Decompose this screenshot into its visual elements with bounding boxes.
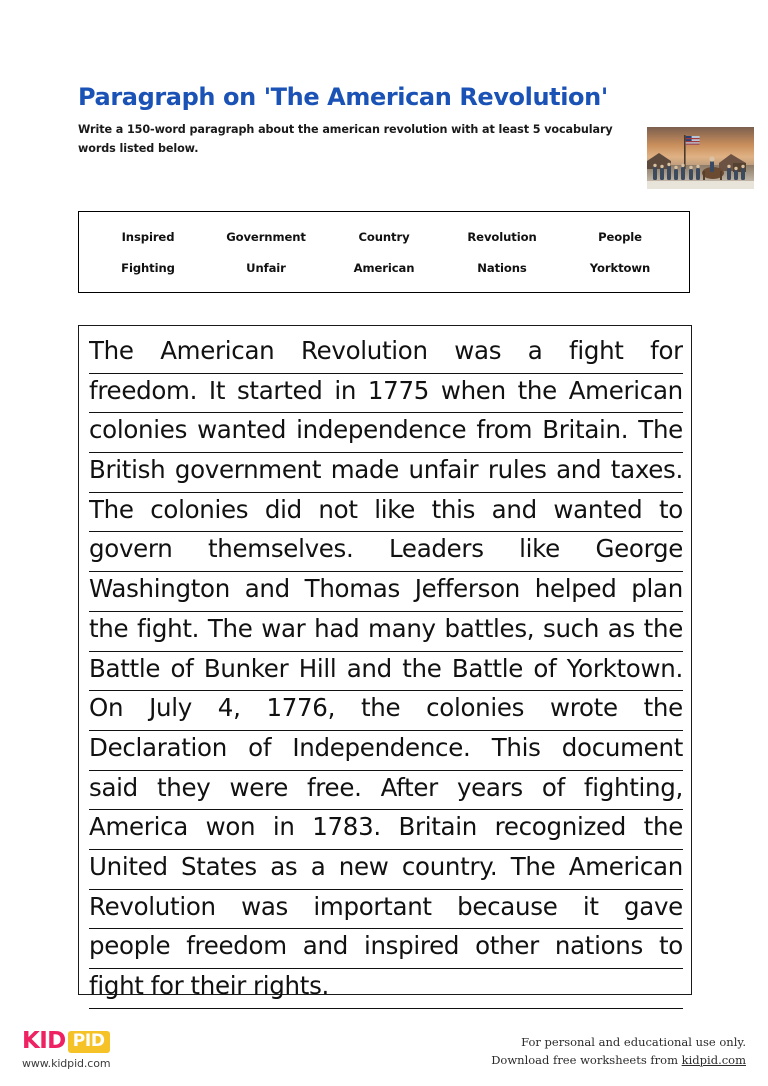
answer-word: was	[454, 336, 502, 365]
answer-word: States	[181, 851, 257, 881]
answer-word: like	[519, 534, 560, 564]
answer-word: Washington	[89, 574, 230, 604]
answer-word: helped	[534, 574, 617, 604]
footer-note-line-2	[491, 1052, 746, 1070]
answer-word: they	[156, 772, 211, 802]
answer-word: fight.	[137, 613, 200, 643]
answer-word: Independence.	[292, 732, 471, 762]
answer-word: inspired	[363, 931, 460, 961]
answer-word: the	[643, 613, 683, 643]
answer-word: as	[607, 613, 635, 643]
answer-word: Yorktown.	[566, 653, 683, 683]
answer-word: from	[476, 415, 533, 445]
answer-word: free.	[306, 772, 362, 802]
answer-word: years	[456, 772, 523, 802]
answer-word: for	[150, 971, 184, 1000]
answer-word: government	[174, 455, 322, 485]
vocabulary-word: Inspired	[121, 229, 175, 244]
vocabulary-word-box	[78, 211, 690, 293]
answer-word: After	[380, 772, 438, 802]
answer-word: new	[338, 851, 389, 881]
answer-word: fight	[89, 971, 144, 1000]
answer-word: because	[457, 891, 558, 921]
kidpid-logo	[22, 1030, 152, 1070]
answer-word: to	[659, 494, 683, 524]
answer-word: in	[334, 375, 357, 405]
answer-word: this	[431, 494, 476, 524]
answer-word: themselves.	[207, 534, 354, 564]
answer-word: the	[643, 693, 683, 723]
answer-word: such	[542, 613, 600, 643]
answer-word: 4,	[217, 693, 241, 723]
answer-word: This	[491, 732, 541, 762]
answer-word: America	[89, 812, 188, 842]
answer-word: Britain.	[542, 415, 629, 445]
answer-word: said	[89, 772, 138, 802]
answer-word: Revolution	[300, 336, 428, 365]
answer-word: and	[302, 931, 348, 961]
answer-word: recognized	[494, 812, 627, 842]
answer-word: 1783.	[312, 812, 381, 842]
answer-line	[89, 453, 683, 493]
logo-pid-badge: PID	[68, 1031, 110, 1053]
page-title: Paragraph on 'The American Revolution'	[78, 83, 608, 111]
answer-word: as	[270, 851, 298, 881]
footer-usage-note	[491, 1034, 746, 1070]
instructions-text: Write a 150-word paragraph about the american revolution with at least 5 vocabulary words listed below.	[78, 123, 613, 155]
answer-word: other	[475, 931, 539, 961]
answer-word: when	[440, 375, 506, 405]
answer-line	[89, 810, 683, 850]
answer-word: their	[190, 971, 247, 1000]
answer-word: independence	[296, 415, 467, 445]
answer-word: The	[207, 613, 253, 643]
logo-kid-text: KID	[22, 1028, 66, 1054]
answer-word: Battle	[89, 653, 161, 683]
answer-line	[89, 691, 683, 731]
answer-word: July	[149, 693, 192, 723]
answer-word: Thomas	[304, 574, 400, 604]
answer-word: wanted	[553, 494, 643, 524]
logo-website-url: www.kidpid.com	[22, 1057, 111, 1070]
answer-line	[89, 612, 683, 652]
answer-word: It	[208, 375, 226, 405]
vocabulary-word: Fighting	[121, 260, 175, 275]
answer-word: of	[533, 653, 557, 683]
answer-line	[89, 413, 683, 453]
answer-word: the	[402, 653, 442, 683]
answer-line	[89, 572, 683, 612]
answer-word: started	[236, 375, 323, 405]
answer-word: unfair	[408, 455, 479, 485]
answer-word: of	[170, 653, 194, 683]
answer-word: did	[264, 494, 302, 524]
answer-line	[89, 969, 683, 1009]
answer-word: Hill	[298, 653, 337, 683]
answer-word: important	[313, 891, 432, 921]
answer-word: colonies	[150, 494, 249, 524]
answer-word: not	[318, 494, 358, 524]
answer-word: govern	[89, 534, 173, 564]
answer-word: wrote	[550, 693, 618, 723]
kidpid-link[interactable]: kidpid.com	[681, 1052, 746, 1067]
answer-word: rights.	[253, 971, 330, 1000]
answer-word: battles,	[444, 613, 535, 643]
answer-word: of	[541, 772, 565, 802]
answer-line	[89, 929, 683, 969]
answer-word: like	[374, 494, 416, 524]
answer-word: and	[491, 494, 537, 524]
answer-word: a	[310, 851, 326, 881]
answer-word: colonies	[426, 693, 525, 723]
vocabulary-word: Unfair	[246, 260, 286, 275]
answer-word: George	[595, 534, 683, 564]
answer-word: was	[241, 891, 289, 921]
answer-line	[89, 771, 683, 811]
vocabulary-word: Yorktown	[589, 260, 651, 275]
answer-word: the	[643, 812, 683, 842]
answer-word: plan	[631, 574, 683, 604]
answer-word: Bunker	[203, 653, 289, 683]
answer-word: made	[330, 455, 399, 485]
vocabulary-word: American	[353, 260, 415, 275]
answer-writing-box[interactable]	[78, 325, 692, 1000]
answer-word: gave	[624, 891, 683, 921]
answer-word: colonies	[89, 415, 188, 445]
answer-word: were	[229, 772, 288, 802]
vocabulary-word: People	[598, 229, 642, 244]
answer-word: rules	[487, 455, 547, 485]
answer-word: nations	[554, 931, 643, 961]
answer-word: On	[89, 693, 124, 723]
answer-word: had	[314, 613, 360, 643]
answer-word: and	[556, 455, 602, 485]
answer-line	[89, 890, 683, 930]
vocabulary-row-2	[89, 261, 679, 275]
answer-word: the	[517, 375, 557, 405]
answer-word: in	[272, 812, 295, 842]
vocabulary-row-1	[89, 230, 679, 244]
answer-word: Battle	[451, 653, 524, 683]
answer-line	[89, 731, 683, 771]
answer-word: Revolution	[89, 891, 216, 921]
answer-word: wanted	[197, 415, 287, 445]
answer-word: it	[582, 891, 599, 921]
answer-word: The	[89, 336, 134, 365]
answer-word: taxes.	[610, 455, 683, 485]
answer-word: American	[160, 336, 275, 365]
answer-word: many	[368, 613, 436, 643]
worksheet-header	[78, 84, 692, 158]
answer-word: 1775	[367, 375, 430, 405]
answer-lines-container	[89, 334, 683, 1009]
answer-line	[89, 334, 683, 374]
answer-word: 1776,	[266, 693, 336, 723]
answer-word: country.	[401, 851, 498, 881]
answer-word: of	[248, 732, 272, 762]
answer-word: United	[89, 851, 168, 881]
answer-word: freedom	[186, 931, 287, 961]
answer-word: fight	[569, 336, 624, 365]
answer-word: and	[244, 574, 290, 604]
vocabulary-word: Revolution	[467, 229, 537, 244]
answer-word: the	[89, 613, 129, 643]
answer-word: Declaration	[89, 732, 227, 762]
answer-word: Jefferson	[414, 574, 520, 604]
answer-word: fighting,	[583, 772, 683, 802]
vocabulary-word: Nations	[477, 260, 527, 275]
footer-note-prefix: Download free worksheets from	[491, 1052, 682, 1067]
answer-word: for	[650, 336, 683, 365]
answer-word: The	[510, 851, 556, 881]
answer-line	[89, 850, 683, 890]
answer-word: Leaders	[389, 534, 484, 564]
answer-line	[89, 374, 683, 414]
vocabulary-word: Government	[226, 229, 306, 244]
answer-word: war	[261, 613, 306, 643]
answer-word: the	[360, 693, 401, 723]
answer-word: American	[568, 851, 683, 881]
answer-word: The	[89, 494, 134, 524]
valley-forge-painting-svg	[647, 127, 754, 189]
answer-word: won	[205, 812, 256, 842]
answer-line	[89, 652, 683, 692]
history-illustration-image	[647, 127, 754, 189]
answer-word: a	[527, 336, 543, 365]
answer-word: American	[568, 375, 683, 405]
answer-word: The	[638, 415, 683, 445]
answer-word: Britain	[398, 812, 477, 842]
answer-word: British	[89, 455, 166, 485]
answer-line	[89, 532, 683, 572]
logo-wordmark	[22, 1030, 152, 1053]
answer-word: freedom.	[89, 375, 198, 405]
footer-note-line-1: For personal and educational use only.	[521, 1035, 746, 1049]
vocabulary-word: Country	[358, 229, 410, 244]
answer-word: and	[346, 653, 392, 683]
answer-word: document	[561, 732, 683, 762]
answer-line	[89, 493, 683, 533]
answer-word: people	[89, 931, 171, 961]
answer-word: to	[658, 931, 683, 961]
